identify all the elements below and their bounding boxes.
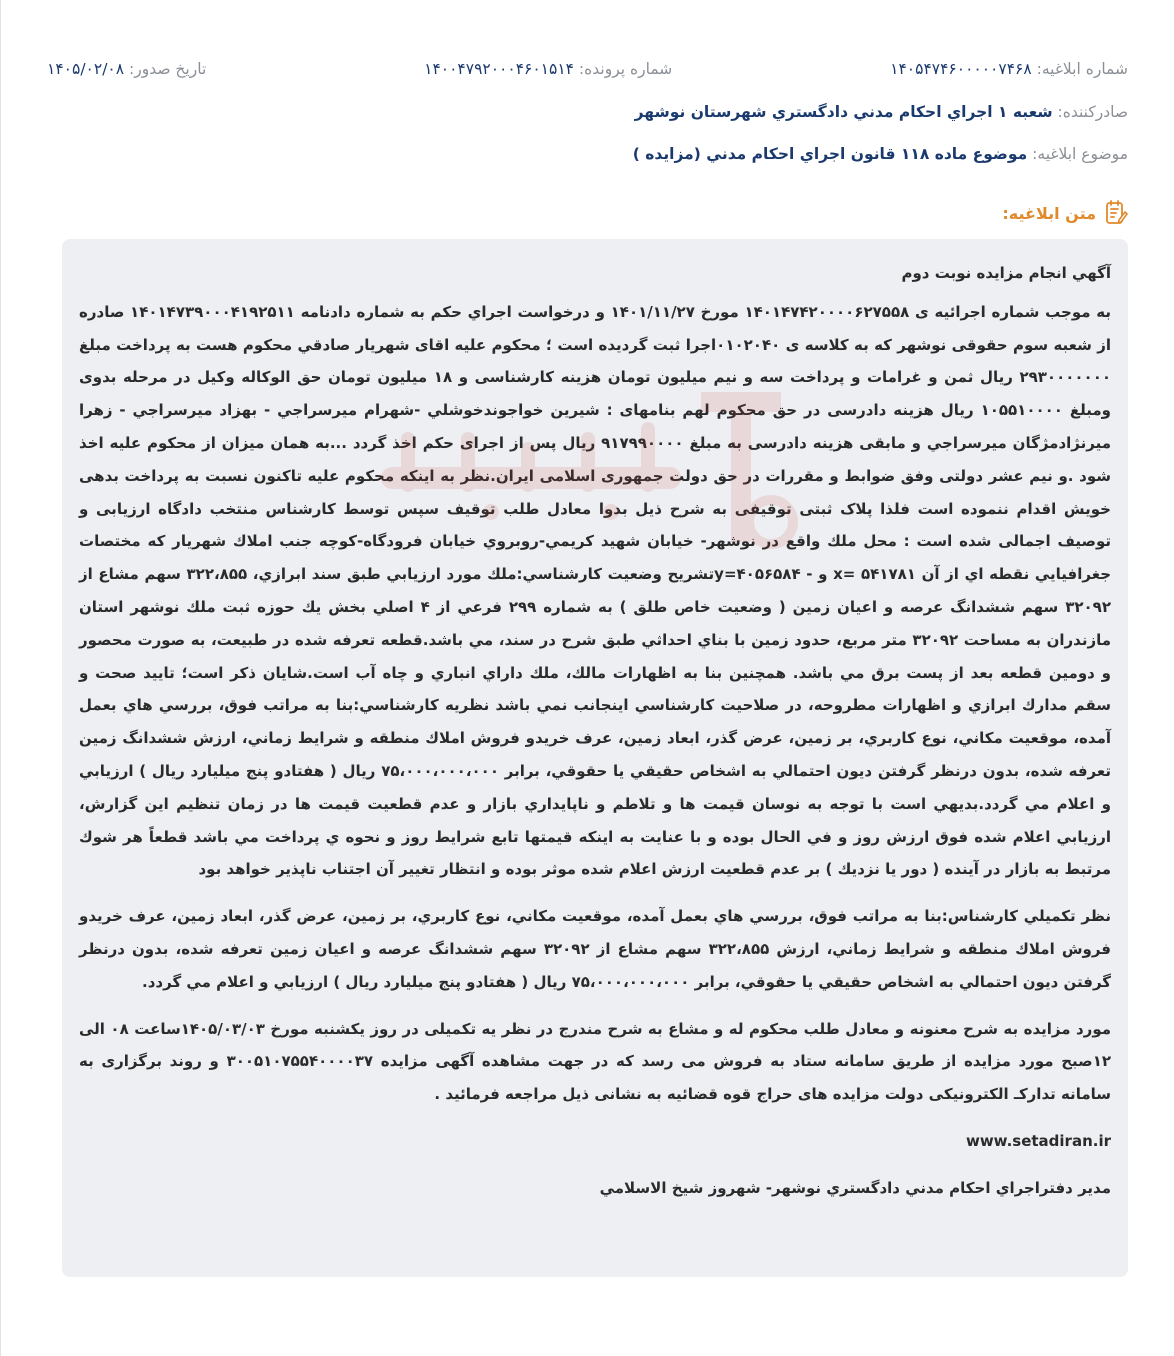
notice-text-header [1002, 200, 1128, 226]
document-pen-icon [1104, 200, 1128, 226]
issuer-label: صادرکننده: [1057, 103, 1128, 121]
notice-number-label: شماره ابلاغيه: [1036, 60, 1128, 78]
notice-number-value: ۱۴۰۵۴۷۴۶۰۰۰۰۰۷۴۶۸ [890, 60, 1032, 78]
notice-paragraph-1: به موجب شماره اجرائيه ی ۱۴۰۱۴۷۴۲۰۰۰۰۶۲۷۵۵۸ مورخ ۱۴۰۱/۱۱/۲۷ و درخواست اجراي حكم به شماره دادنامه ۱۴۰۱۴۷۳۹۰۰۰۴۱۹۲۵۱۱ صادره از شعبه سوم حقوقی نوشهر که به کلاسه ی ۰۱۰۲۰۴۰اجرا ثبت گردیده است ؛ محكوم عليه اقای شهريار صادقي محكوم هست به پرداخت مبلغ ۲۹۳۰۰۰۰۰۰۰ ريال ثمن و غرامات و پرداخت سه و نيم ميليون تومان هزينه كارشناسی و ۱۸ ميليون تومان حق الوكاله وكيل در مرحله بدوی ومبلغ ۱۰۵۵۱۰۰۰۰ ريال هزينه دادرسی در حق محكوم لهم بنامهای : شيرين خواجوندخوشلي -شهرام ميرسراجي - بهزاد ميرسراجي - زهرا ميرنژادمژگان ميرسراجي و مابقی هزينه دادرسی به مبلغ ۹۱۷۹۹۰۰۰۰ ريال پس از اجرای حكم اخذ گردد ...به همان ميزان از محكوم عليه اخذ شود .و نيم عشر دولتی وفق ضوابط و مقررات در حق دولت جمهوری اسلامی ايران.نظر به اينكه محكوم عليه تاكنون نسبت به پرداخت بدهی خويش اقدام ننموده است فلذا پلاک ثبتی توقيفی به شرح ذيل بدوا معادل طلب توقيف سپس توسط كارشناس منتخب دادگاه ارزيابی و توصيف اجمالی شده است : محل ملك واقع در نوشهر- خيابان شهيد كريمي-روبروي خيابان فرودگاه-كوچه جنب املاك شهريار كه مختصات جغرافيايي نقطه اي از آن ۵۴۱۷۸۱ =x و - ۴۰۵۶۵۸۴=yتشريح وضعيت كارشناسي:ملك مورد ارزيابي طبق سند ابرازي، ۳۲۲،۸۵۵ سهم مشاع از ۳۲۰۹۲ سهم ششدانگ عرصه و اعيان زمين ( وضعيت خاص طلق ) به شماره ۲۹۹ فرعي از ۴ اصلي بخش يك حوزه ثبت ملك نوشهر استان مازندران به مساحت ۳۲۰۹۲ متر مربع، حدود زمين با بناي احداثي طبق شرح در سند، مي باشد.قطعه تعرفه شده در طبيعت، به صورت محصور و دومين قطعه بعد از پست برق مي باشد. همچنين بنا به اظهارات مالك، ملك داراي انباري و چاه آب است.شايان ذكر است؛ تاييد صحت و سقم مدارك ابرازي و اظهارات مطروحه، در صلاحيت كارشناسي اينجانب نمي باشد نظريه كارشناسي:بنا به مراتب فوق، بررسي هاي بعمل آمده، موقعيت مكاني، نوع كاربري، بر زمين، عرض گذر، ابعاد زمين، عرف خريدو فروش املاك منطقه و شرايط زماني، ارزش ششدانگ زمين تعرفه شده، بدون درنظر گرفتن ديون احتمالي به اشخاص حقيقي يا حقوقي، برابر ۷۵،۰۰۰،۰۰۰،۰۰۰ ريال ( هفتادو پنج ميليارد ريال ) ارزيابي و اعلام مي گردد.بديهي است با توجه به نوسان قيمت ها و تلاطم و ناپايداري بازار و عدم قطعيت قيمت ها در زمان تنظيم اين گزارش، ارزيابي اعلام شده فوق ارزش روز و في الحال بوده و با عنايت به اينكه قيمتها تابع شرايط روز و نحوه ي پرداخت مي باشد قطعاً هر شوك مرتبط به بازار در آينده ( دور يا نزديك ) بر عدم قطعيت ارزش اعلام شده موثر بوده و انتظار تغيير آن اجتناب ناپذير خواهد بود [79, 302, 1112, 879]
issue-date-label: تاريخ صدور: [129, 60, 207, 78]
notice-paragraph-3: مورد مزايده به شرح معنونه و معادل طلب محكوم له و مشاع به شرح مندرج در نظر يه تكميلی در روز يكشنبه مورخ ۱۴۰۵/۰۳/۰۳ساعت ۰۸ الی ۱۲صبح مورد مزايده از طريق سامانه ستاد به فروش می رسد كه در جهت مشاهده آگهی مزايده ۳۰۰۵۱۰۷۵۵۴۰۰۰۰۳۷ و روند برگزاری به سامانه تداركـ الكترونيكی دولت مزايده های حراج قوه قضائيه به نشانی ذيل مراجعه فرمائيد . [79, 1019, 1112, 1104]
notice-body [62, 239, 1128, 1277]
case-number-label: شماره پرونده: [578, 60, 673, 78]
notice-paragraph-2: نظر تكميلي كارشناس:بنا به مراتب فوق، بررسي هاي بعمل آمده، موقعيت مكاني، نوع كاربري، بر زمين، عرض گذر، ابعاد زمين، عرف خريدو فروش املاك منطقه و شرايط زماني، ارزش ۳۲۲،۸۵۵ سهم مشاع از ۳۲۰۹۲ سهم ششدانگ عرصه و اعيان زمين تعرفه شده، بدون درنظر گرفتن ديون احتمالي به اشخاص حقيقي يا حقوقي، برابر ۷۵،۰۰۰،۰۰۰،۰۰۰ ريال ( هفتادو پنج ميليارد ريال ) ارزيابي و اعلام مي گردد. [79, 907, 1112, 991]
issue-date [47, 58, 206, 80]
issuer-value: شعبه ۱ اجراي احكام مدني دادگستري شهرستان نوشهر [634, 103, 1053, 121]
subject-row [47, 143, 1128, 165]
notice-text-title: متن ابلاغيه: [1002, 203, 1096, 223]
case-number-value: ۱۴۰۰۴۷۹۲۰۰۰۴۶۰۱۵۱۴ [424, 60, 574, 78]
case-number [424, 58, 672, 80]
meta-top-row [47, 58, 1128, 80]
subject-value: موضوع ماده ۱۱۸ قانون اجراي احكام مدني (مزايده ) [632, 145, 1028, 163]
notice-signature: مدير دفتراجراي احكام مدني دادگستري نوشهر- شهروز شيخ الاسلامي [599, 1178, 1111, 1197]
notice-heading: آگهي انجام مزايده نوبت دوم [901, 264, 1111, 282]
subject-label: موضوع ابلاغيه: [1032, 145, 1128, 163]
issuer-row [47, 101, 1128, 123]
issue-date-value: ۱۴۰۵/۰۲/۰۸ [47, 60, 125, 78]
notice-url: www.setadiran.ir [965, 1131, 1111, 1150]
notice-number [890, 58, 1128, 80]
